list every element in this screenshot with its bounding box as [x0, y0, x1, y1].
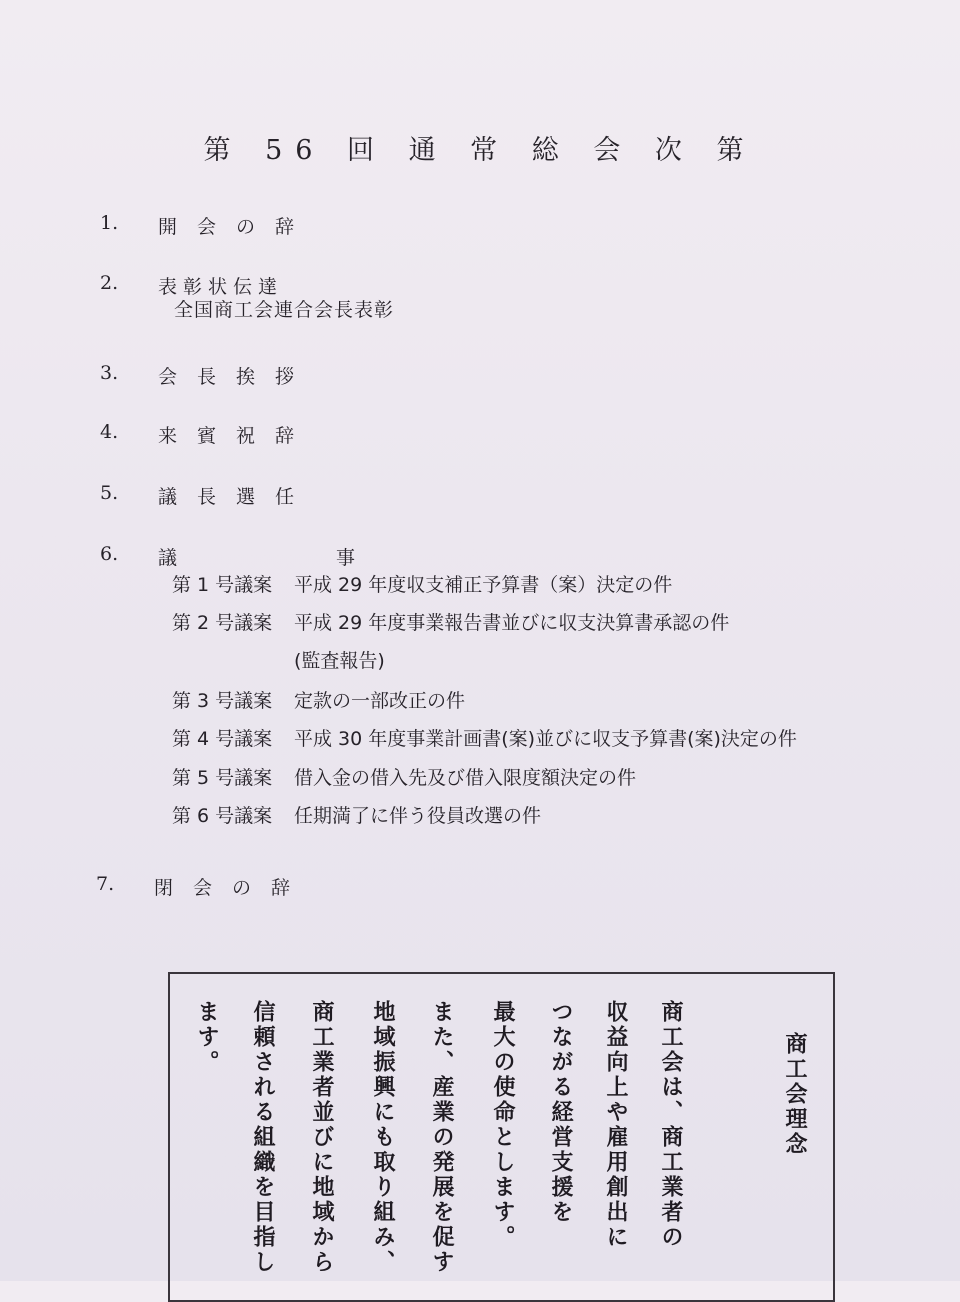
agenda-text: 借入金の借入先及び借入限度額決定の件	[294, 767, 637, 789]
agenda-number: 第 1 号議案	[172, 574, 273, 596]
philosophy-line: つながる経営支援を	[548, 1000, 574, 1225]
item-number: 2.	[100, 272, 119, 294]
agenda-number: 第 3 号議案	[172, 690, 273, 712]
agenda-text: 定款の一部改正の件	[294, 690, 466, 712]
award-name: 全国商工会連合会長表彰	[174, 299, 395, 321]
philosophy-line: 地域振興にも取り組み、	[370, 1000, 396, 1275]
item-label: 表彰状伝達	[158, 276, 284, 298]
item-label: 閉会の辞	[154, 877, 311, 899]
item-number: 3.	[100, 362, 119, 384]
item-label: 議 事	[158, 547, 426, 569]
agenda-number: 第 4 号議案	[172, 728, 273, 750]
agenda-note: (監査報告)	[294, 650, 385, 672]
item-number: 5.	[100, 482, 119, 504]
philosophy-heading: 商工会理念	[782, 1032, 808, 1157]
page-title: 第 56 回 通 常 総 会 次 第	[203, 135, 757, 166]
agenda-number: 第 5 号議案	[172, 767, 273, 789]
philosophy-line: また、産業の発展を促す	[429, 1000, 455, 1275]
item-number: 1.	[100, 212, 119, 234]
agenda-text: 任期満了に伴う役員改選の件	[294, 805, 542, 827]
philosophy-line: 収益向上や雇用創出に	[603, 1000, 629, 1250]
philosophy-line: ます。	[194, 1000, 220, 1075]
item-label: 議長選任	[158, 486, 315, 508]
agenda-number: 第 2 号議案	[172, 612, 273, 634]
item-number: 6.	[100, 543, 119, 565]
philosophy-line: 信頼される組織を目指し	[250, 1000, 276, 1275]
philosophy-line: 商工業者並びに地域から	[309, 1000, 335, 1275]
agenda-text: 平成 29 年度収支補正予算書（案）決定の件	[294, 574, 673, 596]
agenda-text: 平成 30 年度事業計画書(案)並びに収支予算書(案)決定の件	[294, 728, 797, 750]
item-number: 4.	[100, 421, 119, 443]
agenda-text: 平成 29 年度事業報告書並びに収支決算書承認の件	[294, 612, 730, 634]
item-label: 来賓祝辞	[158, 425, 315, 447]
agenda-number: 第 6 号議案	[172, 805, 273, 827]
item-number: 7.	[96, 873, 115, 895]
philosophy-box	[168, 972, 835, 1302]
philosophy-line: 最大の使命とします。	[490, 1000, 516, 1250]
item-label: 会長挨拶	[158, 366, 315, 388]
philosophy-line: 商工会は、商工業者の	[658, 1000, 684, 1250]
item-label: 開会の辞	[158, 216, 315, 238]
